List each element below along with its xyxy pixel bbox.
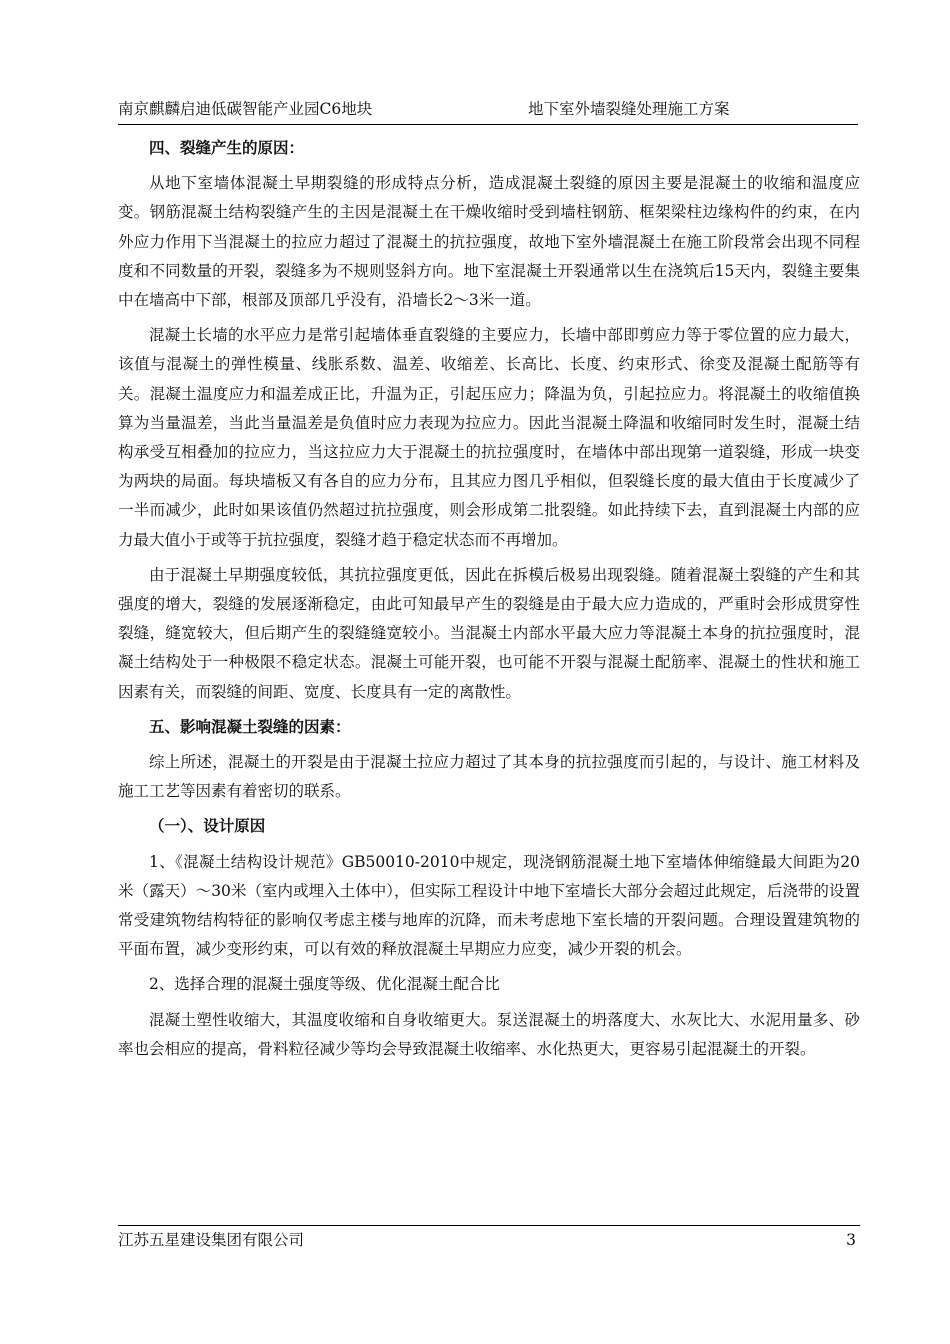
footer-company-name: 江苏五星建设集团有限公司 (118, 1231, 305, 1249)
header-rule (118, 124, 858, 125)
section-5-item-1: 1、《混凝土结构设计规范》GB50010-2010中规定，现浇钢筋混凝土地下室墙体伸缩缝最大间距为20米（露天）～30米（室内或埋入土体中），但实际工程设计中地下室墙长大部分会超过此规定，后浇带的设置常受建筑物结构特征的影响仅考虑主楼与地库的沉降，而未考虑地下室长墙的开裂问题。合理设置建筑物的平面布置，减少变形约束，可以有效的释放混凝土早期应力应变，减少开裂的机会。 (118, 852, 860, 959)
page-header (118, 97, 858, 121)
section-4-heading: 四、裂缝产生的原因： (149, 139, 305, 157)
document-body (118, 134, 860, 1070)
section-5-heading: 五、影响混凝土裂缝的因素： (149, 717, 351, 736)
page-number: 3 (846, 1231, 856, 1249)
section-5-subheading-design: （一）、设计原因 (149, 817, 266, 836)
header-project-name: 南京麒麟启迪低碳智能产业园C6地块 (118, 100, 373, 118)
section-4-paragraph-2: 混凝土长墙的水平应力是常引起墙体垂直裂缝的主要应力，长墙中部即剪应力等于零位置的应力最大，该值与混凝土的弹性模量、线胀系数、温差、收缩差、长高比、长度、约束形式、徐变及混凝土配筋等有关。混凝土温度应力和温差成正比，升温为正，引起压应力；降温为负，引起拉应力。将混凝土的收缩值换算为当量温差，当此当量温差是负值时应力表现为拉应力。因此当混凝土降温和收缩同时发生时，混凝土结构承受互相叠加的拉应力，当这拉应力大于混凝土的抗拉强度时，在墙体中部出现第一道裂缝，形成一块变为两块的局面。每块墙板又有各自的应力分布，且其应力图几乎相似，但裂缝长度的最大值由于长度减少了一半而减少，此时如果该值仍然超过抗拉强度，则会形成第二批裂缝。如此持续下去，直到混凝土内部的应力最大值小于或等于抗拉强度，裂缝才趋于稳定状态而不再增加。 (118, 326, 860, 549)
section-5-paragraph-1: 综上所述，混凝土的开裂是由于混凝土拉应力超过了其本身的抗拉强度而引起的，与设计、施工材料及施工工艺等因素有着密切的联系。 (118, 753, 860, 801)
section-4-paragraph-1: 从地下室墙体混凝土早期裂缝的形成特点分析，造成混凝土裂缝的原因主要是混凝土的收缩和温度应变。钢筋混凝土结构裂缝产生的主因是混凝土在干燥收缩时受到墙柱钢筋、框架梁柱边缘构件的约束，在内外应力作用下当混凝土的拉应力超过了混凝土的抗拉强度，故地下室外墙混凝土在施工阶段常会出现不同程度和不同数量的开裂，裂缝多为不规则竖斜方向。地下室混凝土开裂通常以生在浇筑后15天内，裂缝主要集中在墙高中下部，根部及顶部几乎没有，沿墙长2～3米一道。 (118, 174, 860, 310)
header-document-title: 地下室外墙裂缝处理施工方案 (528, 100, 730, 118)
section-5-item-2: 2、选择合理的混凝土强度等级、优化混凝土配合比 (149, 975, 500, 994)
section-5-paragraph-2: 混凝土塑性收缩大，其温度收缩和自身收缩更大。泵送混凝土的坍落度大、水灰比大、水泥用量多、砂率也会相应的提高，骨料粒径减少等均会导致混凝土收缩率、水化热更大，更容易引起混凝土的开裂。 (118, 1010, 860, 1058)
section-4-paragraph-3: 由于混凝土早期强度较低，其抗拉强度更低，因此在拆模后极易出现裂缝。随着混凝土裂缝的产生和其强度的增大，裂缝的发展逐渐稳定，由此可知最早产生的裂缝是由于最大应力造成的，严重时会形成贯穿性裂缝，缝宽较大，但后期产生的裂缝缝宽较小。当混凝土内部水平最大应力等混凝土本身的抗拉强度时，混凝土结构处于一种极限不稳定状态。混凝土可能开裂，也可能不开裂与混凝土配筋率、混凝土的性状和施工因素有关，而裂缝的间距、宽度、长度具有一定的离散性。 (118, 565, 860, 701)
page-footer (118, 1225, 860, 1250)
